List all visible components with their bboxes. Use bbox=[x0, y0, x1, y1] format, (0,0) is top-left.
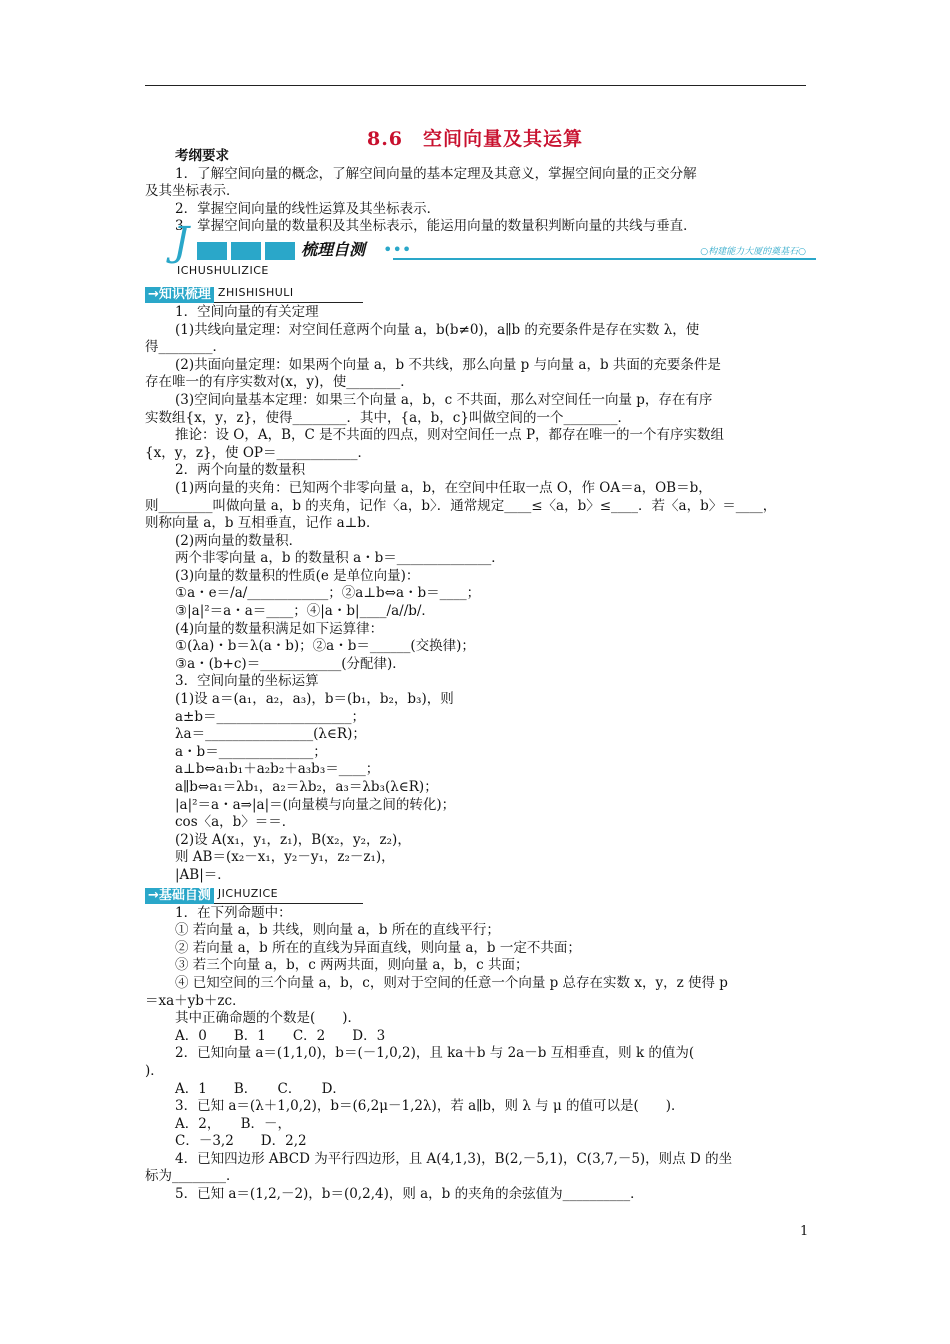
banner-bars bbox=[197, 242, 295, 260]
text-line: 则________叫做向量 a，b 的夹角，记作〈a，b〉．通常规定____≤〈a，b〉≤____．若〈a，b〉＝____， bbox=[145, 497, 777, 514]
text-line: A．0 B．1 C．2 D．3 bbox=[175, 1027, 386, 1044]
text-line: cos〈a，b〉＝＝． bbox=[175, 814, 296, 831]
banner-slogan: ○构建能力大厦的奠基石○ bbox=[700, 246, 806, 257]
text-line: (2)设 A(x₁，y₁，z₁)，B(x₂，y₂，z₂)， bbox=[175, 831, 411, 848]
section-pinyin: JICHUZICE bbox=[214, 885, 363, 904]
text-line: ③ 若三个向量 a，b，c 两两共面，则向量 a，b，c 共面； bbox=[175, 957, 529, 974]
text-line: ④ 已知空间的三个向量 a，b，c，则对于空间的任意一个向量 p 总存在实数 x，y，z 使得 p bbox=[175, 974, 728, 991]
text-line: |AB|＝． bbox=[175, 866, 231, 883]
text-line: (1)两向量的夹角：已知两个非零向量 a，b，在空间中任取一点 O，作 OA＝a，OB＝b， bbox=[175, 479, 712, 496]
text-line: 1．空间向量的有关定理 bbox=[175, 303, 319, 320]
banner-title: 梳理自测 bbox=[301, 239, 366, 259]
text-line: a±b＝____________________； bbox=[175, 708, 366, 725]
text-line: 4．已知四边形 ABCD 为平行四边形，且 A(4,1,3)，B(2,－5,1)，C(3,7,－5)，则点 D 的坐 bbox=[175, 1150, 733, 1167]
section-label: →知识梳理 bbox=[145, 287, 214, 303]
section-label: →基础自测 bbox=[145, 888, 214, 904]
text-line: ＝xa＋yb＋zc． bbox=[145, 992, 246, 1009]
text-line: 2．已知向量 a＝(1,1,0)，b＝(－1,0,2)，且 ka＋b 与 2a－b 互相垂直，则 k 的值为( bbox=[175, 1045, 695, 1062]
text-line: λa＝________________(λ∈R)； bbox=[175, 726, 366, 743]
requirement-line: 及其坐标表示． bbox=[145, 183, 240, 200]
text-line: 实数组{x，y，z}，使得________．其中，{a，b，c}叫做空间的一个________． bbox=[145, 409, 631, 426]
text-line: (2)共面向量定理：如果两个向量 a，b 不共线，那么向量 p 与向量 a，b 共面的充要条件是 bbox=[175, 356, 721, 373]
requirement-line: 1．了解空间向量的概念，了解空间向量的基本定理及其意义，掌握空间向量的正交分解 bbox=[175, 165, 697, 182]
text-line: 存在唯一的有序实数对(x，y)，使________． bbox=[145, 374, 414, 391]
text-line: ①a・e＝/a/____________；②a⊥b⇔a・b＝____； bbox=[175, 585, 481, 602]
page-number: 1 bbox=[800, 1224, 809, 1239]
text-line: A．1 B． C． D． bbox=[175, 1080, 346, 1097]
knowledge-section bbox=[145, 304, 806, 885]
text-line: ② 若向量 a，b 所在的直线为异面直线，则向量 a，b 一定不共面； bbox=[175, 939, 581, 956]
text-line: )． bbox=[145, 1062, 164, 1079]
banner-dots: ••• bbox=[383, 239, 412, 259]
banner-pinyin: ICHUSHULIZICE bbox=[177, 263, 269, 277]
section-tag-knowledge bbox=[145, 284, 806, 303]
text-line: ③|a|²＝a・a＝____；④|a・b|____/a//b/． bbox=[175, 603, 435, 620]
text-line: 其中正确命题的个数是( )． bbox=[175, 1010, 362, 1027]
text-line: ①(λa)・b＝λ(a・b)；②a・b＝______(交换律)； bbox=[175, 638, 475, 655]
text-line: 则 AB＝(x₂－x₁，y₂－y₁，z₂－z₁)， bbox=[175, 849, 395, 866]
text-line: {x，y，z}，使 OP＝____________． bbox=[145, 444, 371, 461]
text-line: 得________． bbox=[145, 339, 226, 356]
text-line: A．2， B．－， bbox=[175, 1115, 292, 1132]
text-line: a・b＝______________； bbox=[175, 743, 327, 760]
text-line: (4)向量的数量积满足如下运算律： bbox=[175, 620, 384, 637]
text-line: ③a・(b+c)＝____________(分配律)． bbox=[175, 655, 406, 672]
text-line: 3．空间向量的坐标运算 bbox=[175, 673, 319, 690]
text-line: (3)空间向量基本定理：如果三个向量 a，b，c 不共面，那么对空间任一向量 p，存在有序 bbox=[175, 391, 713, 408]
text-line: (2)两向量的数量积． bbox=[175, 532, 303, 549]
document-body bbox=[145, 148, 806, 1204]
requirements-heading: 考纲要求 bbox=[175, 148, 229, 164]
header-rule bbox=[145, 85, 806, 86]
text-line: |a|²＝a・a⇒|a|＝(向量模与向量之间的转化)； bbox=[175, 796, 456, 813]
text-line: a⊥b⇔a₁b₁＋a₂b₂＋a₃b₃＝____； bbox=[175, 761, 380, 778]
requirements-list bbox=[145, 166, 806, 236]
text-line: 5．已知 a＝(1,2,－2)，b＝(0,2,4)，则 a，b 的夹角的余弦值为__________． bbox=[175, 1186, 644, 1203]
text-line: 3．已知 a＝(λ＋1,0,2)，b＝(6,2μ－1,2λ)，若 a∥b，则 λ 与 μ 的值可以是( )． bbox=[175, 1098, 685, 1115]
page-title: 8.6 空间向量及其运算 bbox=[366, 128, 584, 150]
text-line: C．－3,2 D．2,2 bbox=[175, 1133, 307, 1150]
text-line: 标为________． bbox=[145, 1168, 240, 1185]
text-line: 2．两个向量的数量积 bbox=[175, 462, 306, 479]
basic-test-section bbox=[145, 905, 806, 1204]
text-line: ① 若向量 a，b 共线，则向量 a，b 所在的直线平行； bbox=[175, 922, 500, 939]
section-tag-basic-test bbox=[145, 885, 806, 904]
text-line: 两个非零向量 a，b 的数量积 a・b＝______________． bbox=[175, 550, 505, 567]
requirement-line: 3．掌握空间向量的数量积及其坐标表示，能运用向量的数量积判断向量的共线与垂直． bbox=[175, 218, 697, 235]
text-line: (3)向量的数量积的性质(e 是单位向量)： bbox=[175, 567, 420, 584]
text-line: (1)设 a＝(a₁，a₂，a₃)，b＝(b₁，b₂，b₃)，则 bbox=[175, 691, 454, 708]
text-line: 推论：设 O，A，B，C 是不共面的四点，则对空间任一点 P，都存在唯一的一个有序实数组 bbox=[175, 427, 725, 444]
text-line: a∥b⇔a₁＝λb₁，a₂＝λb₂，a₃＝λb₃(λ∈R)； bbox=[175, 779, 438, 795]
text-line: (1)共线向量定理：对空间任意两个向量 a，b(b≠0)，a∥b 的充要条件是存在实数 λ，使 bbox=[175, 321, 700, 338]
section-pinyin: ZHISHISHULI bbox=[214, 284, 363, 303]
requirement-line: 2．掌握空间向量的线性运算及其坐标表示． bbox=[175, 200, 441, 217]
text-line: 1．在下列命题中： bbox=[175, 904, 292, 921]
banner-letter: J bbox=[173, 218, 190, 265]
text-line: 则称向量 a，b 互相垂直，记作 a⊥b． bbox=[145, 515, 380, 532]
